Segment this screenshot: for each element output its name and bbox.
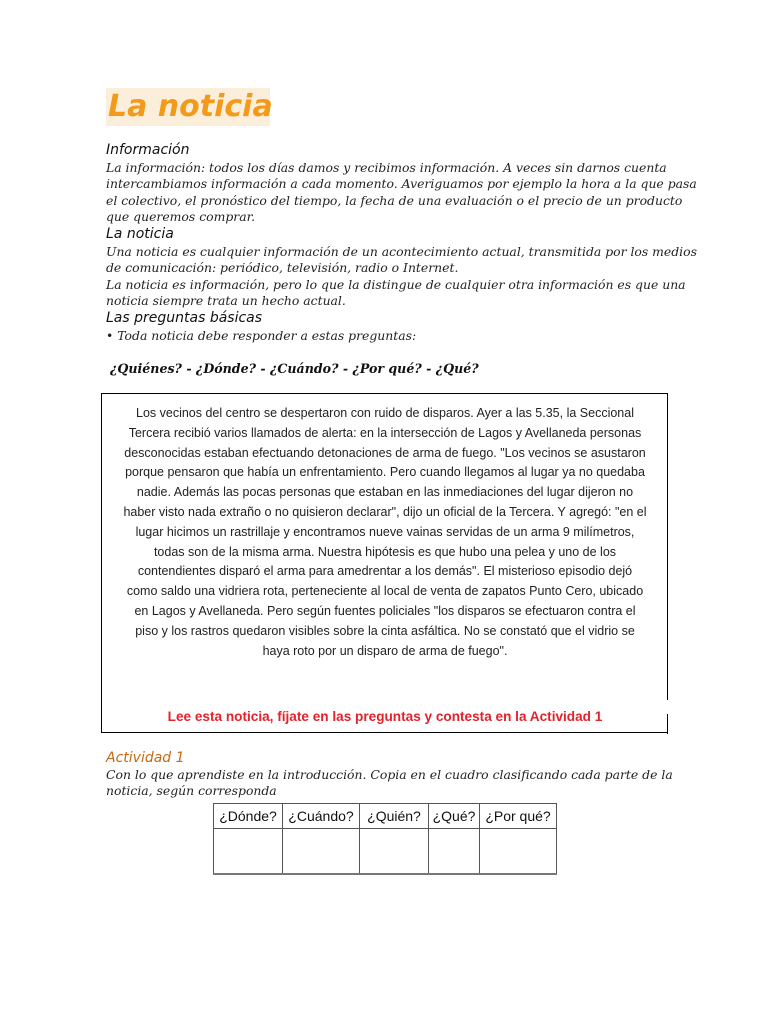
paragraph-line: que queremos comprar. bbox=[106, 209, 256, 225]
answer-cell-por-que[interactable] bbox=[480, 829, 557, 875]
answer-table bbox=[213, 803, 557, 875]
column-header-que: ¿Qué? bbox=[429, 804, 480, 829]
answer-cell-cuando[interactable] bbox=[283, 829, 360, 875]
news-line: Los vecinos del centro se despertaron con ruido de disparos. Ayer a las 5.35, la Seccional bbox=[136, 406, 634, 420]
noticia-paragraph bbox=[106, 244, 697, 310]
paragraph-line: Una noticia es cualquier información de un acontecimiento actual, transmitida por los medios bbox=[106, 244, 697, 259]
preguntas-bullet bbox=[106, 328, 646, 344]
informacion-paragraph bbox=[106, 160, 697, 226]
answer-cell-quien[interactable] bbox=[360, 829, 429, 875]
paragraph-line: el colectivo, el pronóstico del tiempo, la fecha de una evaluación o el precio de un producto bbox=[106, 192, 683, 208]
answer-cell-donde[interactable] bbox=[214, 829, 283, 875]
news-line: porque pensaron que había un enfrentamiento. Pero cuando llegamos al lugar ya no quedaba bbox=[125, 465, 645, 480]
paragraph-line: noticia, según corresponda bbox=[106, 783, 277, 799]
answer-cell-que[interactable] bbox=[429, 829, 480, 875]
column-header-quien: ¿Quién? bbox=[360, 804, 429, 829]
basic-questions: ¿Quiénes? - ¿Dónde? - ¿Cuándo? - ¿Por qué? - ¿Qué? bbox=[110, 361, 479, 376]
table-header-row bbox=[214, 804, 557, 829]
news-line: desconocidas estaban efectuando detonaciones de arma de fuego. "Los vecinos se asustaron bbox=[124, 445, 646, 460]
news-line: nadie. Además las pocas personas que estaban en las inmediaciones del lugar dijeron no bbox=[136, 485, 634, 500]
column-header-cuando: ¿Cuándo? bbox=[283, 804, 360, 829]
news-box bbox=[101, 393, 668, 733]
news-line: en Lagos y Avellaneda. Pero según fuentes policiales "los disparos se efectuaron contra el bbox=[134, 603, 636, 618]
paragraph-line: La noticia es información, pero lo que la distingue de cualquier otra información es que una bbox=[106, 276, 686, 292]
news-line: contendientes disparó el arma para amedrentar a los demás". El misterioso episodio dejó bbox=[137, 564, 633, 579]
news-line: piso y los rastros quedaron visibles sobre la cinta asfáltica. No se constató que el vidrio se bbox=[135, 623, 635, 638]
news-text bbox=[102, 404, 668, 661]
table-row bbox=[214, 829, 557, 875]
news-line: Tercera recibió varios llamados de alerta: en la intersección de Lagos y Avellaneda personas bbox=[128, 425, 642, 440]
news-line: haber visto nada extraño o no quisieron declarar", dijo un oficial de la Tercera. Y agregó: "en el bbox=[123, 504, 647, 519]
news-line: como saldo una vidriera rota, perteneciente al local de venta de zapatos Punto Cero, ubicado bbox=[126, 584, 644, 599]
page-title: La noticia bbox=[108, 89, 273, 124]
actividad-heading: Actividad 1 bbox=[106, 750, 185, 766]
paragraph-line: La información: todos los días damos y recibimos información. A veces sin darnos cuenta bbox=[106, 160, 667, 175]
section-heading-preguntas: Las preguntas básicas bbox=[106, 310, 263, 326]
news-line: lugar hicimos un rastrillaje y encontramos nueve vainas servidas de un arma 9 milímetros, bbox=[135, 524, 635, 539]
actividad-paragraph bbox=[106, 767, 673, 800]
activity-instruction: Lee esta noticia, fíjate en las preguntas y contesta en la Actividad 1 bbox=[167, 709, 603, 724]
column-header-por-que: ¿Por qué? bbox=[480, 804, 557, 829]
bullet-line: • Toda noticia debe responder a estas preguntas: bbox=[106, 328, 417, 343]
paragraph-line: intercambiamos información a cada momento. Averiguamos por ejemplo la hora a la que pasa bbox=[106, 176, 697, 192]
paragraph-line: noticia siempre trata un hecho actual. bbox=[106, 293, 346, 309]
section-heading-noticia: La noticia bbox=[106, 226, 174, 242]
section-heading-informacion: Información bbox=[106, 142, 190, 158]
news-line: haya roto por un disparo de arma de fuego". bbox=[262, 643, 508, 658]
paragraph-line: de comunicación: periódico, televisión, radio o Internet. bbox=[106, 260, 459, 276]
paragraph-line: Con lo que aprendiste en la introducción. Copia en el cuadro clasificando cada parte de la bbox=[106, 767, 673, 782]
news-line: todas son de la misma arma. Nuestra hipótesis es que hubo una pelea y uno de los bbox=[153, 544, 617, 559]
column-header-donde: ¿Dónde? bbox=[214, 804, 283, 829]
